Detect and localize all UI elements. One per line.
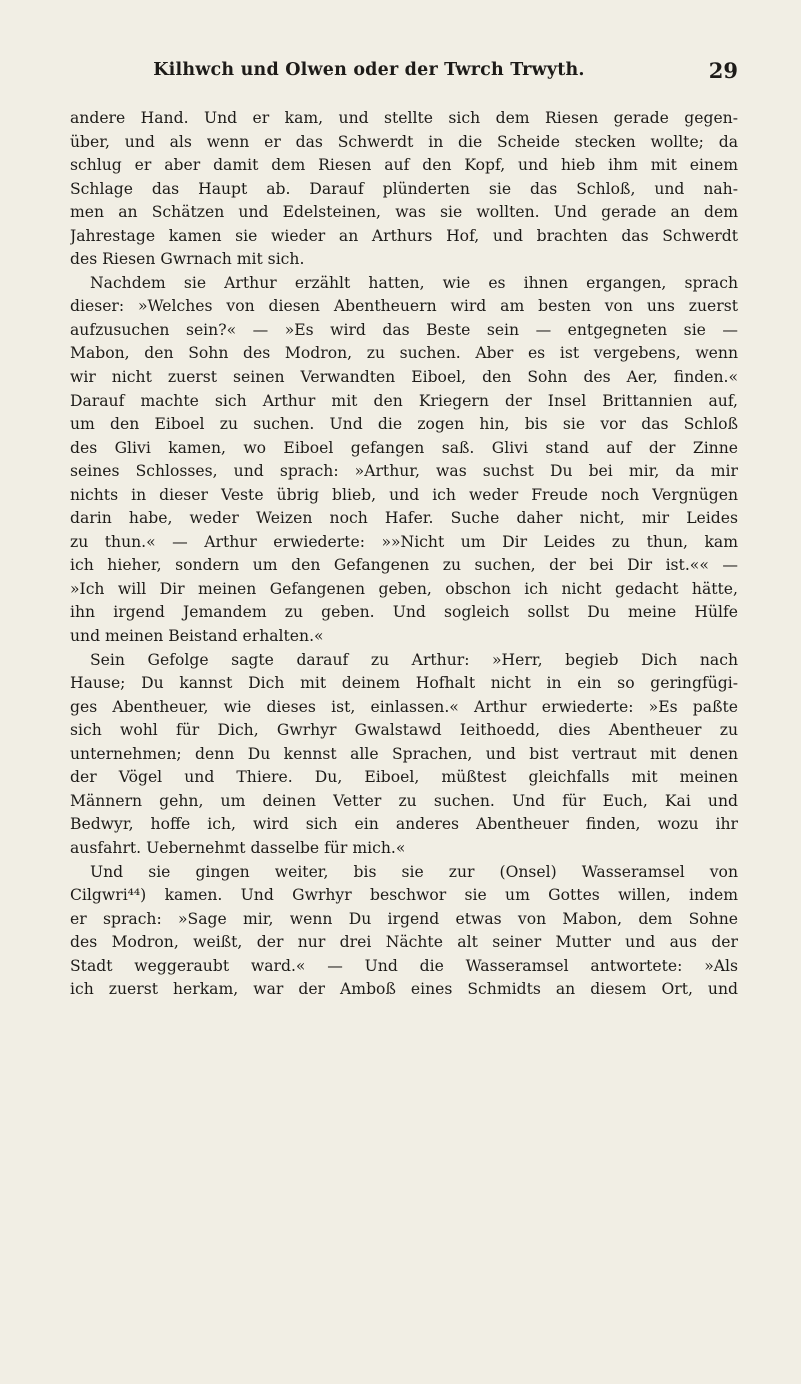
text-line: Mabon, den Sohn des Modron, zu suchen. Aber es ist vergebens, wenn bbox=[70, 344, 738, 363]
text-line: zu thun.« — Arthur erwiederte: »»Nicht um Dir Leides zu thun, kam bbox=[70, 532, 738, 551]
text-line: über, und als wenn er das Schwerdt in die Scheide stecken wollte; da bbox=[70, 132, 738, 151]
text-line: Nachdem sie Arthur erzählt hatten, wie es ihnen ergangen, sprach bbox=[90, 273, 738, 292]
text-line: Bedwyr, hoffe ich, wird sich ein anderes Abentheuer finden, wozu ihr bbox=[70, 815, 738, 834]
text-line: Schlage das Haupt ab. Darauf plünderten sie das Schloß, und nah- bbox=[70, 179, 738, 198]
text-line: Jahrestage kamen sie wieder an Arthurs Hof, und brachten das Schwerdt bbox=[70, 226, 738, 245]
text-line: nichts in dieser Veste übrig blieb, und ich weder Freude noch Vergnügen bbox=[70, 485, 738, 504]
running-head bbox=[70, 60, 738, 96]
text-line: ausfahrt. Uebernehmt dasselbe für mich.« bbox=[70, 838, 406, 857]
text-line: aufzusuchen sein?« — »Es wird das Beste sein — entgegneten sie — bbox=[70, 320, 738, 339]
text-line: wir nicht zuerst seinen Verwandten Eiboel, den Sohn des Aer, finden.« bbox=[70, 368, 738, 387]
text-line: men an Schätzen und Edelsteinen, was sie wollten. Und gerade an dem bbox=[70, 203, 738, 222]
text-line: um den Eiboel zu suchen. Und die zogen hin, bis sie vor das Schloß bbox=[70, 415, 738, 434]
running-title: Kilhwch und Olwen oder der Twrch Trwyth. bbox=[153, 60, 585, 80]
text-line: ich zuerst herkam, war der Amboß eines Schmidts an diesem Ort, und bbox=[70, 980, 738, 999]
text-line: ges Abentheuer, wie dieses ist, einlassen.« Arthur erwiederte: »Es paßte bbox=[70, 697, 738, 716]
text-line: Hause; Du kannst Dich mit deinem Hofhalt nicht in ein so geringfügi- bbox=[70, 674, 738, 693]
text-line: er sprach: »Sage mir, wenn Du irgend etwas von Mabon, dem Sohne bbox=[70, 909, 738, 928]
text-line: sich wohl für Dich, Gwrhyr Gwalstawd Ieithoedd, dies Abentheuer zu bbox=[70, 721, 738, 740]
text-line: ich hieher, sondern um den Gefangenen zu suchen, der bei Dir ist.«« — bbox=[70, 556, 738, 575]
text-line: Sein Gefolge sagte darauf zu Arthur: »Herr, begieb Dich nach bbox=[90, 650, 738, 669]
text-line: des Modron, weißt, der nur drei Nächte alt seiner Mutter und aus der bbox=[70, 933, 738, 952]
page-number: 29 bbox=[708, 58, 738, 83]
text-line: ihn irgend Jemandem zu geben. Und sogleich sollst Du meine Hülfe bbox=[70, 603, 738, 622]
text-line: darin habe, weder Weizen noch Hafer. Suche daher nicht, mir Leides bbox=[70, 509, 738, 528]
text-line: Stadt weggeraubt ward.« — Und die Wasseramsel antwortete: »Als bbox=[70, 956, 738, 975]
text-line: andere Hand. Und er kam, und stellte sich dem Riesen gerade gegen- bbox=[70, 109, 738, 127]
text-line: schlug er aber damit dem Riesen auf den Kopf, und hieb ihm mit einem bbox=[70, 156, 738, 175]
text-line: des Riesen Gwrnach mit sich. bbox=[70, 250, 305, 269]
text-line: Und sie gingen weiter, bis sie zur (Onsel) Wasseramsel von bbox=[90, 862, 738, 881]
text-line: dieser: »Welches von diesen Abentheuern wird am besten von uns zuerst bbox=[70, 297, 738, 316]
text-line: der Vögel und Thiere. Du, Eiboel, müßtest gleichfalls mit meinen bbox=[70, 768, 738, 787]
text-line: Männern gehn, um deinen Vetter zu suchen. Und für Euch, Kai und bbox=[70, 791, 738, 810]
text-line: und meinen Beistand erhalten.« bbox=[70, 627, 324, 646]
text-line: seines Schlosses, und sprach: »Arthur, was suchst Du bei mir, da mir bbox=[70, 462, 738, 481]
text-line: des Glivi kamen, wo Eiboel gefangen saß. Glivi stand auf der Zinne bbox=[70, 438, 738, 457]
text-line: Cilgwri⁴⁴) kamen. Und Gwrhyr beschwor sie um Gottes willen, indem bbox=[70, 886, 738, 905]
body-text bbox=[70, 107, 738, 1002]
text-line: unternehmen; denn Du kennst alle Sprachen, und bist vertraut mit denen bbox=[70, 744, 738, 763]
text-line: »Ich will Dir meinen Gefangenen geben, obschon ich nicht gedacht hätte, bbox=[70, 579, 738, 598]
text-line: Darauf machte sich Arthur mit den Kriegern der Insel Brittannien auf, bbox=[70, 391, 738, 410]
